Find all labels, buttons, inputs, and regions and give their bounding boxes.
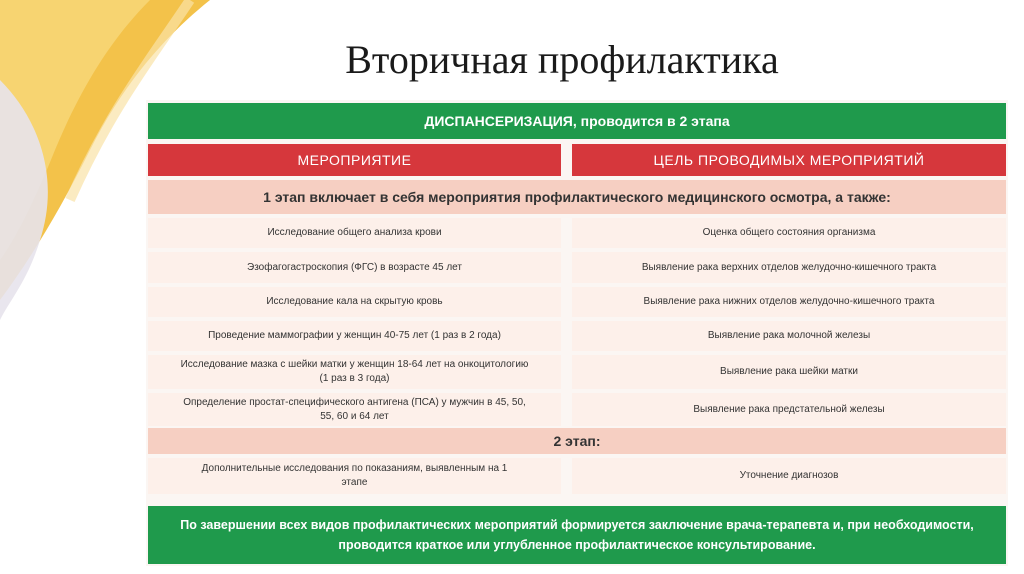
dispensary-table xyxy=(146,100,1008,566)
stage2-header: 2 этап: xyxy=(148,428,1006,454)
table-row-activity: Исследование общего анализа крови xyxy=(148,218,561,248)
slide-title: Вторичная профилактика xyxy=(345,37,779,82)
table-row-goal: Оценка общего состояния организма xyxy=(572,218,1006,248)
table-row-activity: Проведение маммографии у женщин 40-75 лет (1 раз в 2 года) xyxy=(148,321,561,351)
stage1-header: 1 этап включает в себя мероприятия профилактического медицинского осмотра, а также: xyxy=(148,180,1006,214)
table-row-activity: Эзофагогастроскопия (ФГС) в возрасте 45 лет xyxy=(148,252,561,283)
table-row-goal: Выявление рака шейки матки xyxy=(572,355,1006,389)
table-row-goal: Выявление рака предстательной железы xyxy=(572,393,1006,426)
column-header-goal: ЦЕЛЬ ПРОВОДИМЫХ МЕРОПРИЯТИЙ xyxy=(572,144,1006,176)
table-row-goal: Выявление рака молочной железы xyxy=(572,321,1006,351)
table-row-goal: Выявление рака верхних отделов желудочно-кишечного тракта xyxy=(572,252,1006,283)
table-row-activity: Определение простат-специфического антигена (ПСА) у мужчин в 45, 50, 55, 60 и 64 лет xyxy=(148,393,561,426)
table-row-goal: Выявление рака нижних отделов желудочно-кишечного тракта xyxy=(572,287,1006,317)
table-row-activity: Исследование кала на скрытую кровь xyxy=(148,287,561,317)
table-row-goal: Уточнение диагнозов xyxy=(572,458,1006,494)
table-row-activity: Исследование мазка с шейки матки у женщин 18-64 лет на онкоцитологию (1 раз в 3 года) xyxy=(148,355,561,389)
table-header: ДИСПАНСЕРИЗАЦИЯ, проводится в 2 этапа xyxy=(148,103,1006,139)
column-header-activity: МЕРОПРИЯТИЕ xyxy=(148,144,561,176)
table-footer: По завершении всех видов профилактических мероприятий формируется заключение врача-терапевта и, при необходимости, проводится краткое или углубленное профилактическое консультирование. xyxy=(148,506,1006,564)
table-row-activity: Дополнительные исследования по показаниям, выявленным на 1 этапе xyxy=(148,458,561,494)
